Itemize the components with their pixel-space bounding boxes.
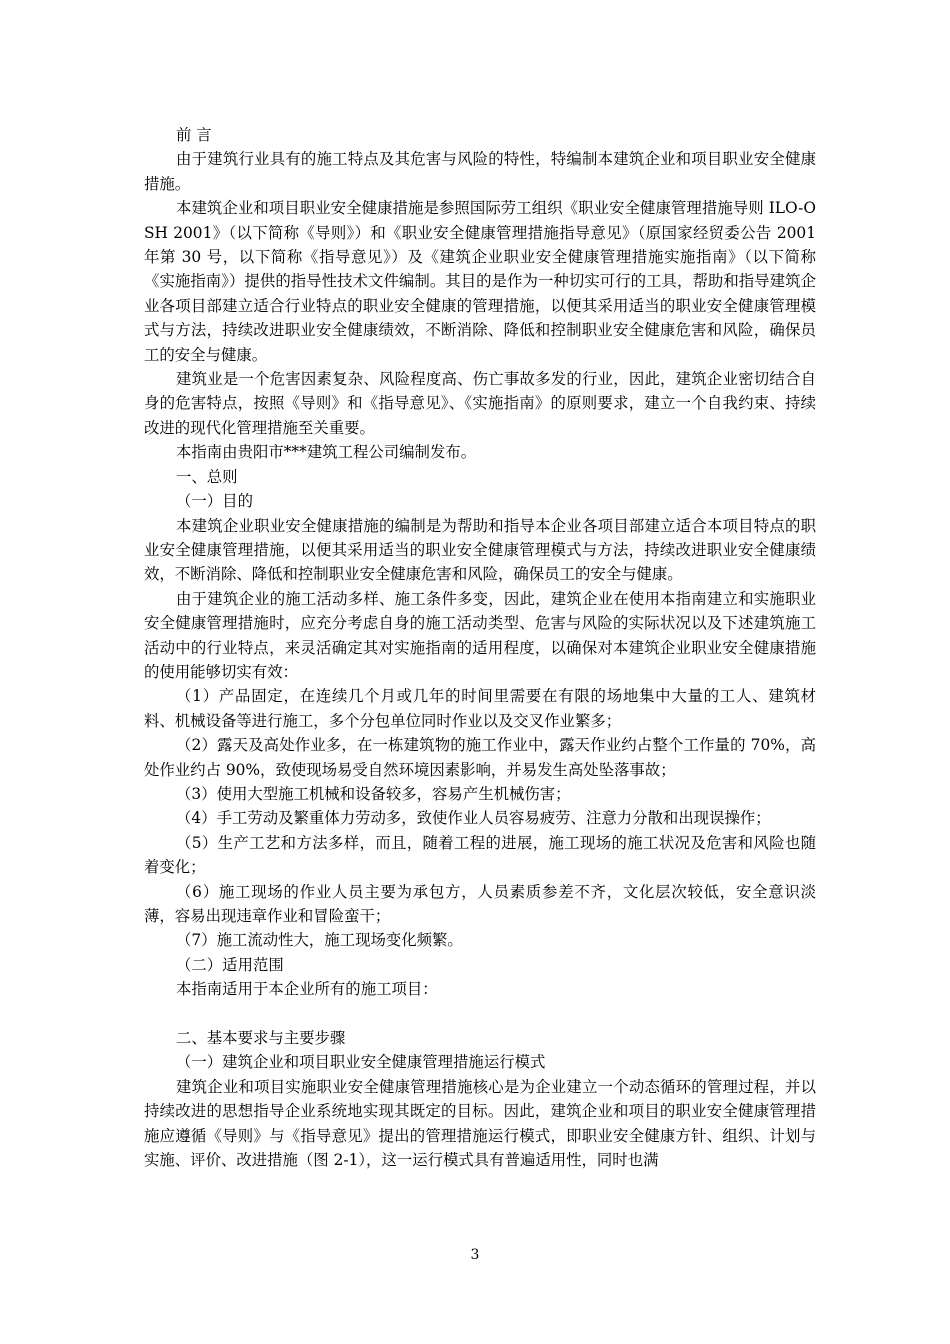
paragraph: 建筑业是一个危害因素复杂、风险程度高、伤亡事故多发的行业，因此，建筑企业密切结合自身的危害特点，按照《导则》和《指导意见》、《实施指南》的原则要求，建立一个自我约束、持续改进的现代化管理措施至关重要。 [144, 370, 816, 437]
paragraph: 本建筑企业和项目职业安全健康措施是参照国际劳工组织《职业安全健康管理措施导则 ILO-OSH 2001》（以下简称《导则》）和《职业安全健康管理措施指导意见》（原国家经贸委公告 2001 年第 30 号，以下简称《指导意见》）及《建筑企业职业安全健康管理措施实施指南》（以下简称《实施指南》）提供的指导性技术文件编制。其目的是作为一种切实可行的工具，帮助和指导建筑企业各项目部建立适合行业特点的职业安全健康的管理措施，以便其采用适当的职业安全健康管理模式与方法，持续改进职业安全健康绩效，不断消除、降低和控制职业安全健康危害和风险，确保员工的安全与健康。 [144, 199, 816, 364]
subsection-heading-operating-mode: （一）建筑企业和项目职业安全健康管理措施运行模式 [176, 1053, 546, 1072]
list-item: （6）施工现场的作业人员主要为承包方，人员素质参差不齐，文化层次较低，安全意识淡薄，容易出现违章作业和冒险蛮干； [144, 882, 816, 925]
paragraph: 本指南适用于本企业所有的施工项目： [176, 980, 438, 999]
subsection-heading-purpose: （一）目的 [176, 492, 253, 511]
section-heading-requirements: 二、基本要求与主要步骤 [176, 1029, 346, 1048]
heading-preface: 前 言 [176, 126, 212, 144]
list-item: （3）使用大型施工机械和设备较多，容易产生机械伤害； [176, 784, 571, 803]
paragraph: 由于建筑企业的施工活动多样、施工条件多变，因此，建筑企业在使用本指南建立和实施职业安全健康管理措施时，应充分考虑自身的施工活动类型、危害与风险的实际状况以及下述建筑施工活动中的行业特点，来灵活确定其对实施指南的适用程度，以确保对本建筑企业职业安全健康措施的使用能够切实有效： [144, 589, 816, 681]
paragraph: 本建筑企业职业安全健康措施的编制是为帮助和指导本企业各项目部建立适合本项目特点的职业安全健康管理措施，以便其采用适当的职业安全健康管理模式与方法，持续改进职业安全健康绩效，不断消除、降低和控制职业安全健康危害和风险，确保员工的安全与健康。 [144, 516, 816, 584]
list-item: （1）产品固定，在连续几个月或几年的时间里需要在有限的场地集中大量的工人、建筑材料、机械设备等进行施工，多个分包单位同时作业以及交叉作业繁多； [144, 687, 816, 730]
list-item: （4）手工劳动及繁重体力劳动多，致使作业人员容易疲劳、注意力分散和出现误操作； [176, 809, 771, 828]
paragraph: 由于建筑行业具有的施工特点及其危害与风险的特性，特编制本建筑企业和项目职业安全健康措施。 [144, 150, 816, 193]
paragraph: 建筑企业和项目实施职业安全健康管理措施核心是为企业建立一个动态循环的管理过程，并以持续改进的思想指导企业系统地实现其既定的目标。因此，建筑企业和项目的职业安全健康管理措施应遵循《导则》与《指导意见》提出的管理措施运行模式，即职业安全健康方针、组织、计划与实施、评价、改进措施（图 2-1），这一运行模式具有普遍适用性，同时也满 [144, 1077, 816, 1170]
subsection-heading-scope: （二）适用范围 [176, 955, 284, 974]
list-item: （5）生产工艺和方法多样，而且，随着工程的进展，施工现场的施工状况及危害和风险也随着变化； [144, 833, 816, 877]
paragraph: 本指南由贵阳市***建筑工程公司编制发布。 [176, 443, 477, 462]
page-number: 3 [470, 1247, 480, 1263]
list-item: （2）露天及高处作业多，在一栋建筑物的施工作业中，露天作业约占整个工作量的 70%，高处作业约占 90%，致使现场易受自然环境因素影响，并易发生高处坠落事故； [144, 736, 816, 779]
section-heading-general: 一、总则 [176, 467, 238, 486]
document-body [144, 123, 816, 1172]
list-item: （7）施工流动性大，施工现场变化频繁。 [176, 931, 463, 950]
blank-line [144, 1002, 816, 1026]
